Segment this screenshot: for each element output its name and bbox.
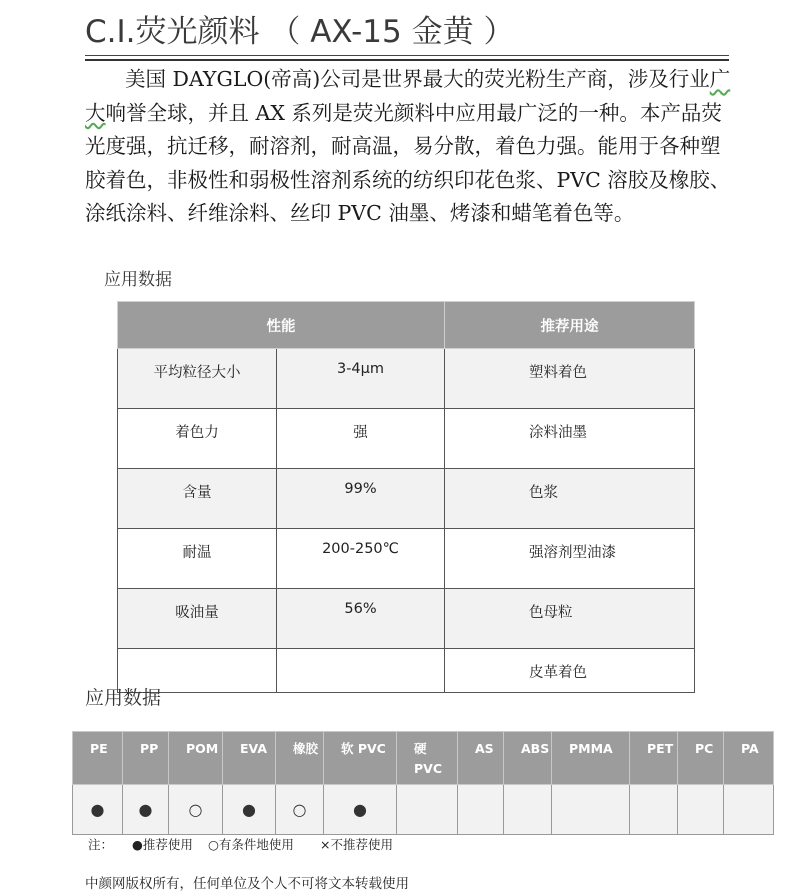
mark-pet — [630, 785, 678, 835]
intro-wavy-text: 广大 — [85, 67, 731, 125]
header-hard-pvc: 硬 PVC — [397, 732, 458, 785]
header-pet: PET — [630, 732, 678, 785]
header-pom: POM — [169, 732, 223, 785]
property-cell: 含量 — [118, 469, 277, 529]
legend-recommended: ●推荐使用 — [132, 837, 193, 852]
header-pc: PC — [678, 732, 724, 785]
table-row — [118, 409, 695, 469]
mark-eva: ● — [223, 785, 276, 835]
mark-hard-pvc — [397, 785, 458, 835]
use-cell: 色母粒 — [445, 589, 695, 649]
header-pmma: PMMA — [552, 732, 630, 785]
table-row — [118, 469, 695, 529]
table-row — [118, 589, 695, 649]
property-cell: 平均粒径大小 — [118, 349, 277, 409]
properties-table — [117, 301, 695, 693]
section-title-properties: 应用数据 — [104, 270, 172, 290]
table-row — [118, 649, 695, 693]
use-cell: 强溶剂型油漆 — [445, 529, 695, 589]
header-pe: PE — [73, 732, 123, 785]
mark-pmma — [552, 785, 630, 835]
header-as: AS — [458, 732, 504, 785]
intro-text-1: 美国 DAYGLO(帝高)公司是世界最大的荧光粉生产商，涉及行业 — [125, 67, 710, 91]
mark-pp: ● — [123, 785, 169, 835]
page-title: C.I.荧光颜料 （ AX-15 金黄 ） — [85, 14, 515, 50]
header-pa: PA — [724, 732, 774, 785]
section-title-applications: 应用数据 — [85, 687, 162, 709]
header-pp: PP — [123, 732, 169, 785]
mark-pe: ● — [73, 785, 123, 835]
use-cell: 色浆 — [445, 469, 695, 529]
header-abs: ABS — [504, 732, 552, 785]
header-rubber: 橡胶 — [276, 732, 324, 785]
application-table — [72, 731, 774, 835]
table-row — [118, 349, 695, 409]
value-cell: 99% — [277, 469, 445, 529]
intro-text-2: 响誉全球，并且 AX 系列是荧光颜料中应用最广泛的一种。本产品荧光度强，抗迁移，耐溶剂，耐高温，易分散，着色力强。能用于各种塑胶着色，非极性和弱极性溶剂系统的纺织印花色浆、PVC 溶胶及橡胶、涂纸涂料、纤维涂料、丝印 PVC 油墨、烤漆和蜡笔着色等。 — [85, 100, 731, 225]
mark-pa — [724, 785, 774, 835]
property-cell: 吸油量 — [118, 589, 277, 649]
header-eva: EVA — [223, 732, 276, 785]
property-cell: 耐温 — [118, 529, 277, 589]
legend-not-recommended: ×不推荐使用 — [320, 837, 393, 852]
properties-header-row — [118, 302, 695, 349]
value-cell — [277, 649, 445, 693]
property-cell: 着色力 — [118, 409, 277, 469]
value-cell: 强 — [277, 409, 445, 469]
legend-note — [88, 835, 393, 853]
mark-abs — [504, 785, 552, 835]
value-cell: 200-250℃ — [277, 529, 445, 589]
use-cell: 涂料油墨 — [445, 409, 695, 469]
legend-conditional: ○有条件地使用 — [208, 837, 294, 852]
title-divider-thick — [85, 59, 729, 61]
mark-soft-pvc: ● — [324, 785, 397, 835]
mark-pom: ○ — [169, 785, 223, 835]
application-header-row — [73, 732, 774, 785]
mark-as — [458, 785, 504, 835]
header-performance: 性能 — [118, 302, 445, 349]
table-row — [73, 785, 774, 835]
note-label: 注： — [88, 837, 114, 852]
mark-pc — [678, 785, 724, 835]
header-recommended-use: 推荐用途 — [445, 302, 695, 349]
title-divider — [85, 55, 729, 56]
value-cell: 56% — [277, 589, 445, 649]
value-cell: 3-4μm — [277, 349, 445, 409]
use-cell: 皮革着色 — [445, 649, 695, 693]
copyright-notice: 中颜网版权所有，任何单位及个人不可将文本转载使用 — [85, 876, 409, 892]
table-row — [118, 529, 695, 589]
header-soft-pvc: 软 PVC — [324, 732, 397, 785]
intro-paragraph — [85, 63, 735, 231]
mark-rubber: ○ — [276, 785, 324, 835]
use-cell: 塑料着色 — [445, 349, 695, 409]
